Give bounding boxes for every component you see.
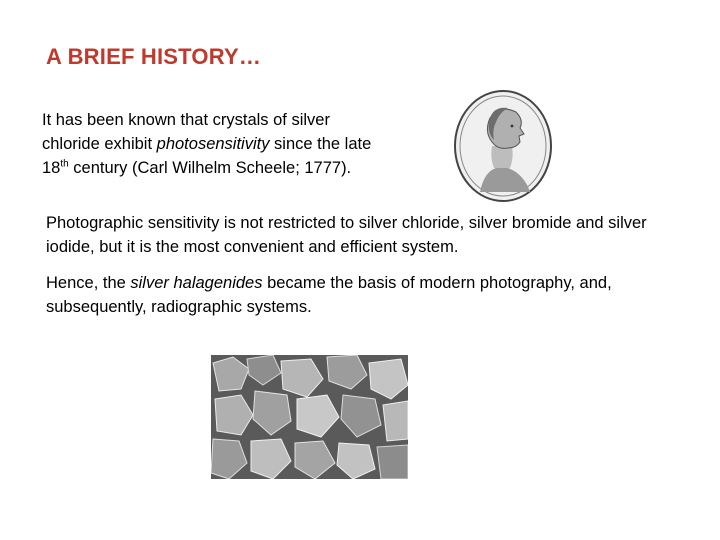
para1-emphasis: photosensitivity [156, 135, 270, 153]
para3-text-a: Hence, the [46, 274, 131, 292]
para1-superscript: th [60, 158, 69, 170]
para3-text-b: became the basis of modern photography, and, subsequently, radiographic systems. [46, 274, 612, 316]
paragraph-halagenides [46, 271, 686, 319]
crystals-micrograph-image [211, 355, 408, 479]
para1-text-c: century (Carl Wilhelm Scheele; 1777). [68, 159, 352, 177]
para1-text-a: It has been known that crystals of silver chloride exhibit [42, 111, 330, 153]
para3-emphasis: silver halagenides [130, 274, 263, 292]
slide-title: A BRIEF HISTORY… [46, 44, 262, 69]
portrait-image [450, 88, 556, 204]
para1-text-b: since the late 18 [42, 135, 372, 177]
paragraph-scheele [42, 108, 382, 180]
paragraph-sensitivity: Photographic sensitivity is not restricted to silver chloride, silver bromide and silver iodide, but it is the most convenient and efficient system. [46, 214, 647, 256]
